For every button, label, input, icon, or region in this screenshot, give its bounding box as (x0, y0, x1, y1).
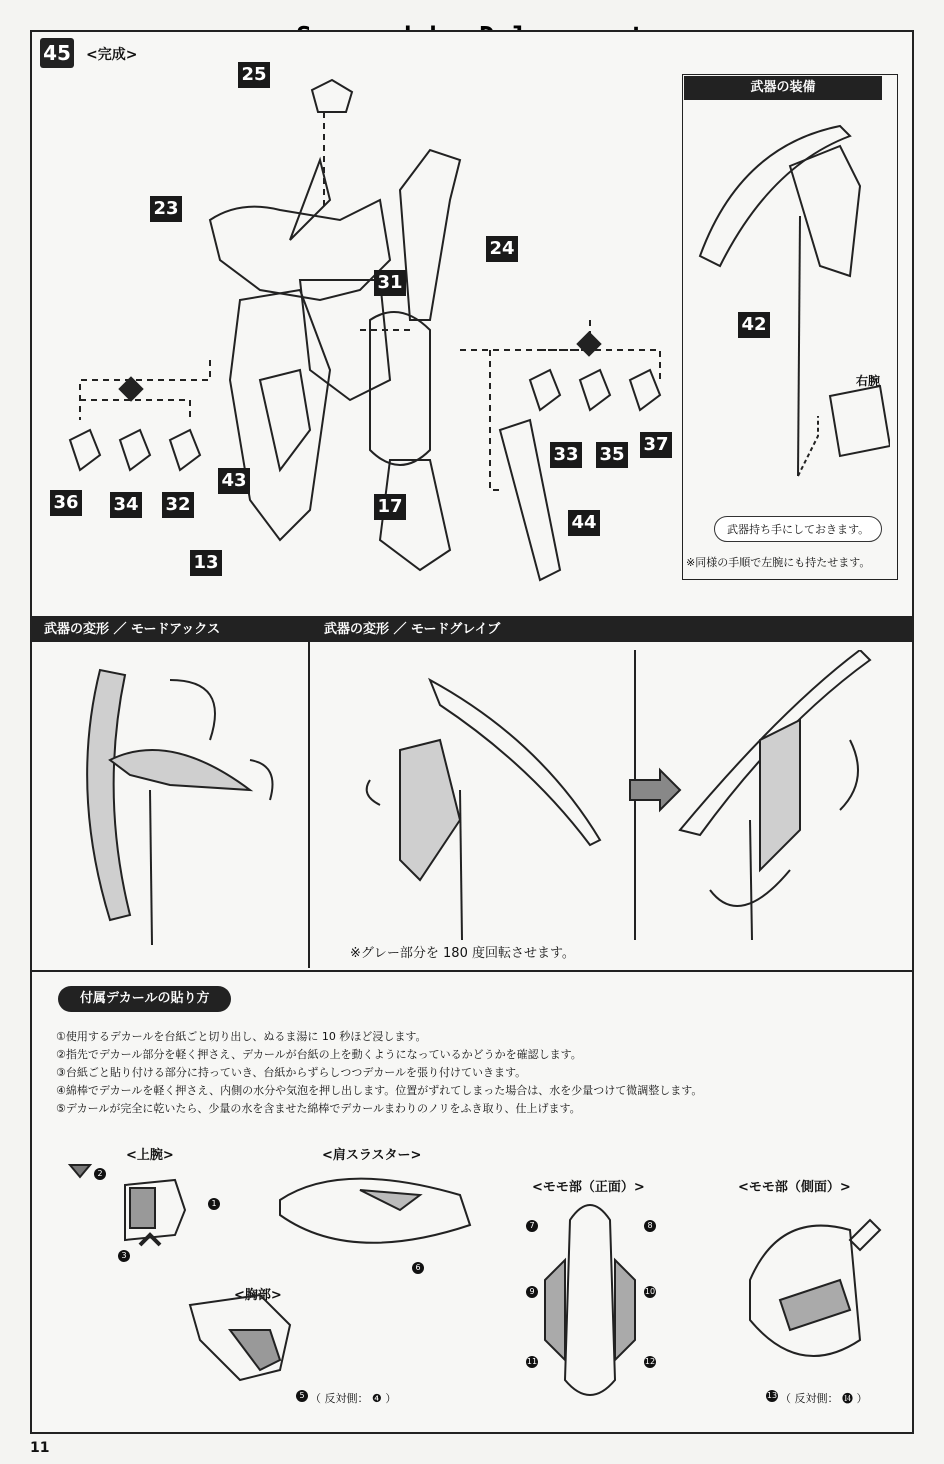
part-tag-42: 42 (738, 312, 770, 338)
decal-marker-9: 9 (526, 1286, 538, 1298)
part-tag-23: 23 (150, 196, 182, 222)
part-tag-17: 17 (374, 494, 406, 520)
decal-step-2: ②指先でデカール部分を軽く押さえ、デカールが台紙の上を動くようになっているかどうかを確認します。 (56, 1048, 582, 1061)
part-tag-32: 32 (162, 492, 194, 518)
decal-marker-12: 12 (644, 1357, 656, 1366)
axe-mode-illustration (60, 650, 300, 950)
decal-header: 付属デカールの貼り方 (58, 986, 231, 1012)
thigh-front-label: <モモ部（正面）> (532, 1180, 645, 1195)
decal-marker-5: 5 (296, 1390, 308, 1402)
part-tag-31: 31 (374, 270, 406, 296)
transform-glaive-header: 武器の変形 ／ モードグレイブ (310, 618, 912, 642)
upper-arm-label: <上腕> (126, 1148, 174, 1163)
thigh-opposite-note: （ 反対側： ⓮ ） (780, 1392, 868, 1405)
right-arm-label: 右腕 (856, 374, 881, 388)
decal-marker-1: 1 (208, 1198, 220, 1210)
weapon-equip-header: 武器の装備 (684, 76, 882, 100)
decal-marker-3: 3 (118, 1250, 130, 1262)
weapon-equip-note: ※同様の手順で左腕にも持たせます。 (686, 556, 871, 569)
decal-marker-11: 11 (526, 1357, 538, 1366)
decal-parts-illustration (60, 1160, 900, 1410)
weapon-equip-callout: 武器持ち手にしておきます。 (714, 516, 882, 542)
part-tag-34: 34 (110, 492, 142, 518)
thigh-side-label: <モモ部（側面）> (738, 1180, 851, 1195)
decal-marker-10: 10 (644, 1287, 656, 1296)
decal-marker-6: 6 (412, 1262, 424, 1274)
chest-label: <胸部> (234, 1288, 282, 1303)
step-number: 45 (40, 38, 74, 68)
transform-divider (308, 618, 310, 968)
decal-step-3: ③台紙ごと貼り付ける部分に持っていき、台紙からずらしつつデカールを張り付けていきます。 (56, 1066, 527, 1079)
decal-marker-13: 13 (766, 1391, 778, 1400)
part-tag-35: 35 (596, 442, 628, 468)
decal-step-5: ⑤デカールが完全に乾いたら、少量の水を含ませた綿棒でデカールまわりのノリをふき取り、仕上げます。 (56, 1102, 581, 1115)
part-tag-43: 43 (218, 468, 250, 494)
shoulder-thruster-label: <肩スラスター> (322, 1148, 422, 1163)
part-tag-24: 24 (486, 236, 518, 262)
part-tag-44: 44 (568, 510, 600, 536)
decal-step-4: ④綿棒でデカールを軽く押さえ、内側の水分や気泡を押し出します。位置がずれてしまった場合は、水を少量つけて微調整します。 (56, 1084, 703, 1097)
decal-marker-2: 2 (94, 1168, 106, 1180)
part-tag-25: 25 (238, 62, 270, 88)
glaive-mode-illustration (340, 650, 900, 940)
decal-marker-8: 8 (644, 1220, 656, 1232)
chest-opposite-note: （ 反対側： ❹ ） (310, 1392, 397, 1405)
glaive-rotation-note: ※グレー部分を 180 度回転させます。 (350, 946, 575, 961)
decal-step-1: ①使用するデカールを台紙ごと切り出し、ぬるま湯に 10 秒ほど浸します。 (56, 1030, 427, 1043)
transform-axe-header: 武器の変形 ／ モードアックス (30, 618, 308, 642)
page-number: 11 (30, 1440, 50, 1456)
weapon-equip-illustration (690, 106, 890, 486)
part-tag-33: 33 (550, 442, 582, 468)
step-title: <完成> (86, 47, 138, 63)
part-tag-36: 36 (50, 490, 82, 516)
part-tag-13: 13 (190, 550, 222, 576)
decal-marker-7: 7 (526, 1220, 538, 1232)
part-tag-37: 37 (640, 432, 672, 458)
